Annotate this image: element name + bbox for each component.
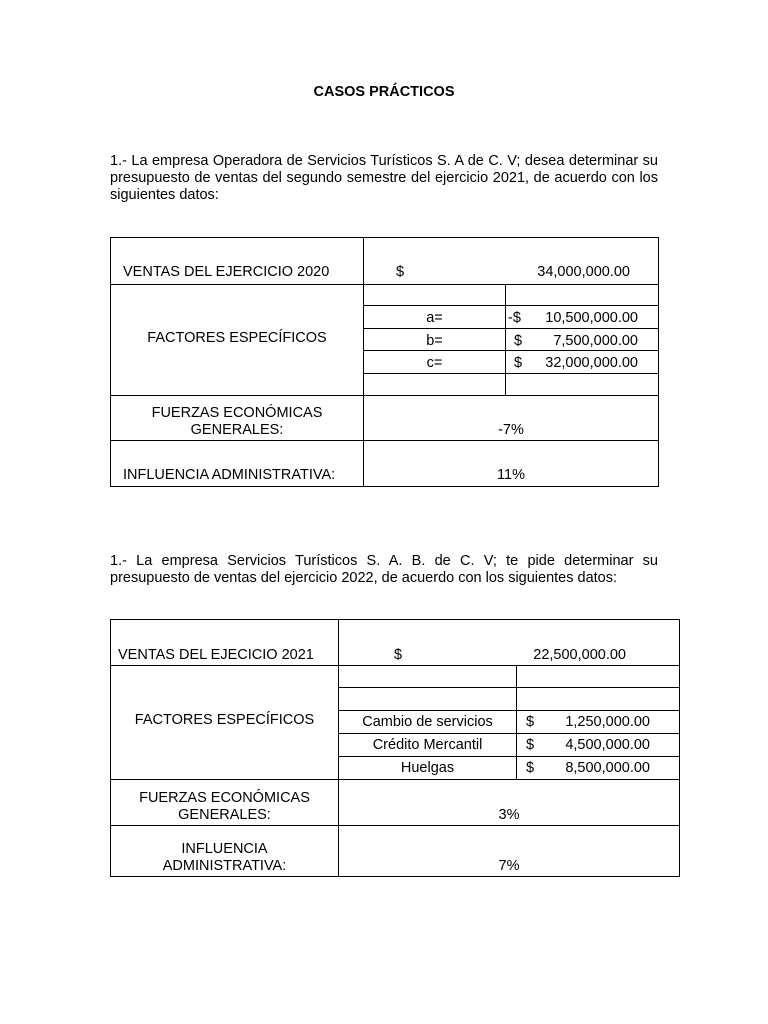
case2-admin-label-1: INFLUENCIA bbox=[181, 841, 268, 857]
case1-intro: 1.- La empresa Operadora de Servicios Turísticos S. A de C. V; desea determinar su presupuesto de ventas del segundo semestre del ejercicio 2021, de acuerdo con los siguientes datos: bbox=[110, 153, 658, 203]
case1-factor-a-name: a= bbox=[426, 310, 443, 326]
case2-economic-value: 3% bbox=[498, 807, 520, 823]
case2-factor-2-name: Crédito Mercantil bbox=[372, 737, 483, 753]
case2-admin-label-2: ADMINISTRATIVA: bbox=[162, 858, 287, 874]
case2-sales-amount: 22,500,000.00 bbox=[533, 647, 626, 663]
case2-economic-label-1: FUERZAS ECONÓMICAS bbox=[139, 790, 310, 806]
case2-factor-3-name: Huelgas bbox=[400, 760, 455, 776]
case1-factor-b-currency: $ bbox=[514, 333, 523, 349]
case1-factor-c-currency: $ bbox=[514, 355, 523, 371]
page-title: CASOS PRÁCTICOS bbox=[313, 84, 455, 100]
case1-factor-a-currency: -$ bbox=[508, 310, 521, 326]
case2-factor-1-amount: 1,250,000.00 bbox=[565, 714, 650, 730]
case2-factors-label: FACTORES ESPECÍFICOS bbox=[134, 712, 315, 728]
case1-factors-label: FACTORES ESPECÍFICOS bbox=[147, 330, 327, 346]
case1-sales-amount: 34,000,000.00 bbox=[537, 264, 630, 280]
case2-factor-2-amount: 4,500,000.00 bbox=[565, 737, 650, 753]
case1-admin-value: 11% bbox=[497, 467, 525, 483]
case2-sales-label: VENTAS DEL EJECICIO 2021 bbox=[118, 647, 314, 663]
case1-admin-label: INFLUENCIA ADMINISTRATIVA: bbox=[123, 467, 336, 483]
case1-economic-value: -7% bbox=[498, 422, 524, 438]
case2-economic-label-2: GENERALES: bbox=[178, 807, 271, 823]
case2-sales-currency: $ bbox=[394, 647, 403, 663]
case1-sales-currency: $ bbox=[396, 264, 405, 280]
case1-factor-c-name: c= bbox=[426, 355, 443, 371]
case1-economic-label-1: FUERZAS ECONÓMICAS bbox=[151, 405, 323, 421]
case1-economic-label-2: GENERALES: bbox=[190, 422, 284, 438]
case2-factor-1-name: Cambio de servicios bbox=[362, 714, 493, 730]
case2-admin-value: 7% bbox=[498, 858, 520, 874]
case1-factor-b-name: b= bbox=[426, 333, 443, 349]
case1-sales-label: VENTAS DEL EJERCICIO 2020 bbox=[123, 264, 330, 280]
case1-factor-b-amount: 7,500,000.00 bbox=[553, 333, 638, 349]
case2-factor-3-currency: $ bbox=[526, 760, 535, 776]
case2-factor-2-currency: $ bbox=[526, 737, 535, 753]
case2-factor-3-amount: 8,500,000.00 bbox=[565, 760, 650, 776]
case1-factor-c-amount: 32,000,000.00 bbox=[545, 355, 638, 371]
case2-factor-1-currency: $ bbox=[526, 714, 535, 730]
case2-intro: 1.- La empresa Servicios Turísticos S. A. B. de C. V; te pide determinar su presupuesto de ventas del ejercicio 2022, de acuerdo con los siguientes datos: bbox=[110, 553, 658, 586]
case1-factor-a-amount: 10,500,000.00 bbox=[545, 310, 638, 326]
